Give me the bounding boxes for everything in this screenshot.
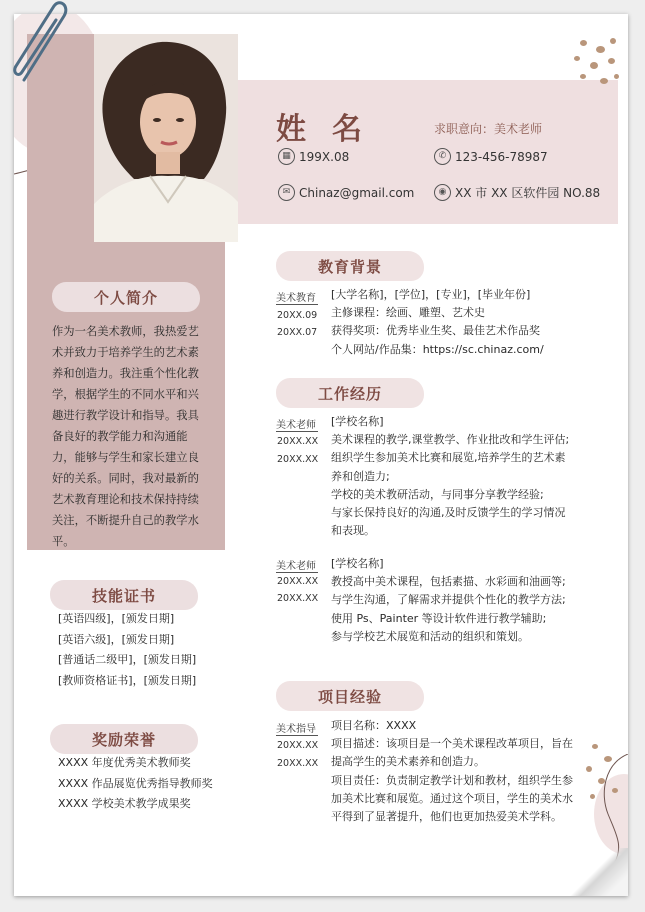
detail-line: 教授高中美术课程，包括素描、水彩画和油画等;: [331, 575, 566, 589]
detail-line: 项目责任：负责制定教学计划和教材，组织学生参: [331, 773, 573, 787]
project-details: [331, 717, 573, 826]
entry-tag-underline: [276, 304, 318, 305]
page-curl: [570, 848, 628, 896]
detail-line: [大学名称]，[学位]，[专业]，[毕业年份]: [331, 288, 531, 301]
skill-item: [英语四级]，[颁发日期]: [58, 612, 175, 625]
location-pin-icon: ◉: [434, 184, 451, 201]
email-value: Chinaz@gmail.com: [299, 185, 415, 200]
detail-line: 项目描述：该项目是一个美术课程改革项目，旨在: [331, 737, 573, 751]
work-details-1: [331, 413, 569, 540]
contact-address: [434, 184, 600, 201]
detail-line: [学校名称]: [331, 415, 384, 428]
entry-tag-underline: [276, 572, 318, 573]
detail-line: 获得奖项：优秀毕业生奖、最佳艺术作品奖: [331, 324, 540, 338]
entry-tag: 美术指导: [276, 724, 316, 735]
entry-tag: 美术老师: [276, 561, 316, 572]
detail-line: 提高学生的美术素养和创造力。: [331, 755, 485, 769]
detail-line: 和表现。: [331, 524, 375, 538]
entry-date-start: 20XX.09: [277, 310, 318, 321]
award-item: XXXX 作品展览优秀指导教师奖: [58, 776, 213, 790]
detail-line: 使用 Ps、Painter 等设计软件进行教学辅助;: [331, 611, 547, 625]
contact-email: [278, 184, 414, 201]
entry-date-end: 20XX.XX: [277, 758, 319, 769]
skill-item: [英语六级]，[颁发日期]: [58, 632, 175, 646]
entry-date-end: 20XX.XX: [277, 454, 319, 465]
detail-line: 主修课程：绘画、雕塑、艺术史: [331, 306, 485, 320]
phone-icon: ✆: [434, 148, 451, 165]
detail-line: 项目名称：XXXX: [331, 719, 417, 732]
job-intent: 求职意向：美术老师: [434, 122, 543, 136]
detail-line: 个人网站/作品集：https://sc.chinaz.com/: [331, 342, 544, 356]
award-item: XXXX 学校美术教学成果奖: [58, 797, 191, 810]
contact-phone: [434, 148, 548, 165]
section-title-projects: 项目经验: [276, 681, 424, 711]
detail-line: 学校的美术教研活动，与同事分享教学经验;: [331, 487, 544, 501]
detail-line: 平得到了显著提升，他们也更加热爱美术学科。: [331, 810, 562, 824]
paperclip-icon: [4, 0, 76, 86]
entry-tag-underline: [276, 431, 318, 432]
awards-list: [58, 753, 213, 815]
entry-tag: 美术老师: [276, 420, 316, 431]
resume-page: [14, 14, 628, 896]
phone-value: 123-456-78987: [455, 149, 548, 164]
section-title-work: 工作经历: [276, 378, 424, 408]
entry-date-start: 20XX.XX: [277, 576, 319, 587]
envelope-icon: ✉: [278, 184, 295, 201]
work-details-2: [331, 555, 566, 646]
entry-tag: 美术教育: [276, 293, 316, 304]
contact-birth: [278, 148, 349, 165]
entry-date-start: 20XX.XX: [277, 740, 319, 751]
calendar-icon: ▦: [278, 148, 295, 165]
profile-photo: [94, 34, 238, 242]
detail-line: 美术课程的教学,课堂教学、作业批改和学生评估;: [331, 433, 570, 447]
section-title-education: 教育背景: [276, 251, 424, 281]
detail-line: [学校名称]: [331, 557, 384, 570]
entry-date-end: 20XX.XX: [277, 593, 319, 604]
detail-line: 与家长保持良好的沟通,及时反馈学生的学习情况: [331, 506, 566, 520]
detail-line: 参与学校艺术展览和活动的组织和策划。: [331, 629, 529, 643]
entry-date-start: 20XX.XX: [277, 436, 319, 447]
detail-line: 加美术比赛和展览。通过这个项目，学生的美术水: [331, 791, 573, 805]
section-title-skills: 技能证书: [50, 580, 198, 610]
entry-date-end: 20XX.07: [277, 327, 318, 338]
detail-line: 组织学生参加美术比赛和展览,培养学生的艺术素: [331, 451, 566, 465]
address-value: XX 市 XX 区软件园 NO.88: [455, 186, 601, 200]
section-title-awards: 奖励荣誉: [50, 724, 198, 754]
education-details: [331, 286, 544, 359]
detail-line: 养和创造力;: [331, 469, 390, 483]
entry-tag-underline: [276, 735, 318, 736]
candidate-name: 姓名: [276, 112, 388, 147]
award-item: XXXX 年度优秀美术教师奖: [58, 756, 191, 769]
skill-item: [教师资格证书]，[颁发日期]: [58, 673, 197, 687]
birth-value: 199X.08: [299, 149, 350, 164]
section-title-profile: 个人简介: [52, 282, 200, 312]
profile-text: 作为一名美术教师，我热爱艺术并致力于培养学生的艺术素养和创造力。我注重个性化教学，根据学生的不同水平和兴趣进行教学设计和指导。我具备良好的教学能力和沟通能力，能够与学生和家长建立良好的关系。同时，我对最新的艺术教育理论和技术保持持续关注，不断提升自己的教学水平。: [52, 325, 199, 548]
skills-list: [58, 609, 196, 691]
skill-item: [普通话二级甲]，[颁发日期]: [58, 653, 197, 666]
detail-line: 与学生沟通，了解需求并提供个性化的教学方法;: [331, 593, 566, 607]
